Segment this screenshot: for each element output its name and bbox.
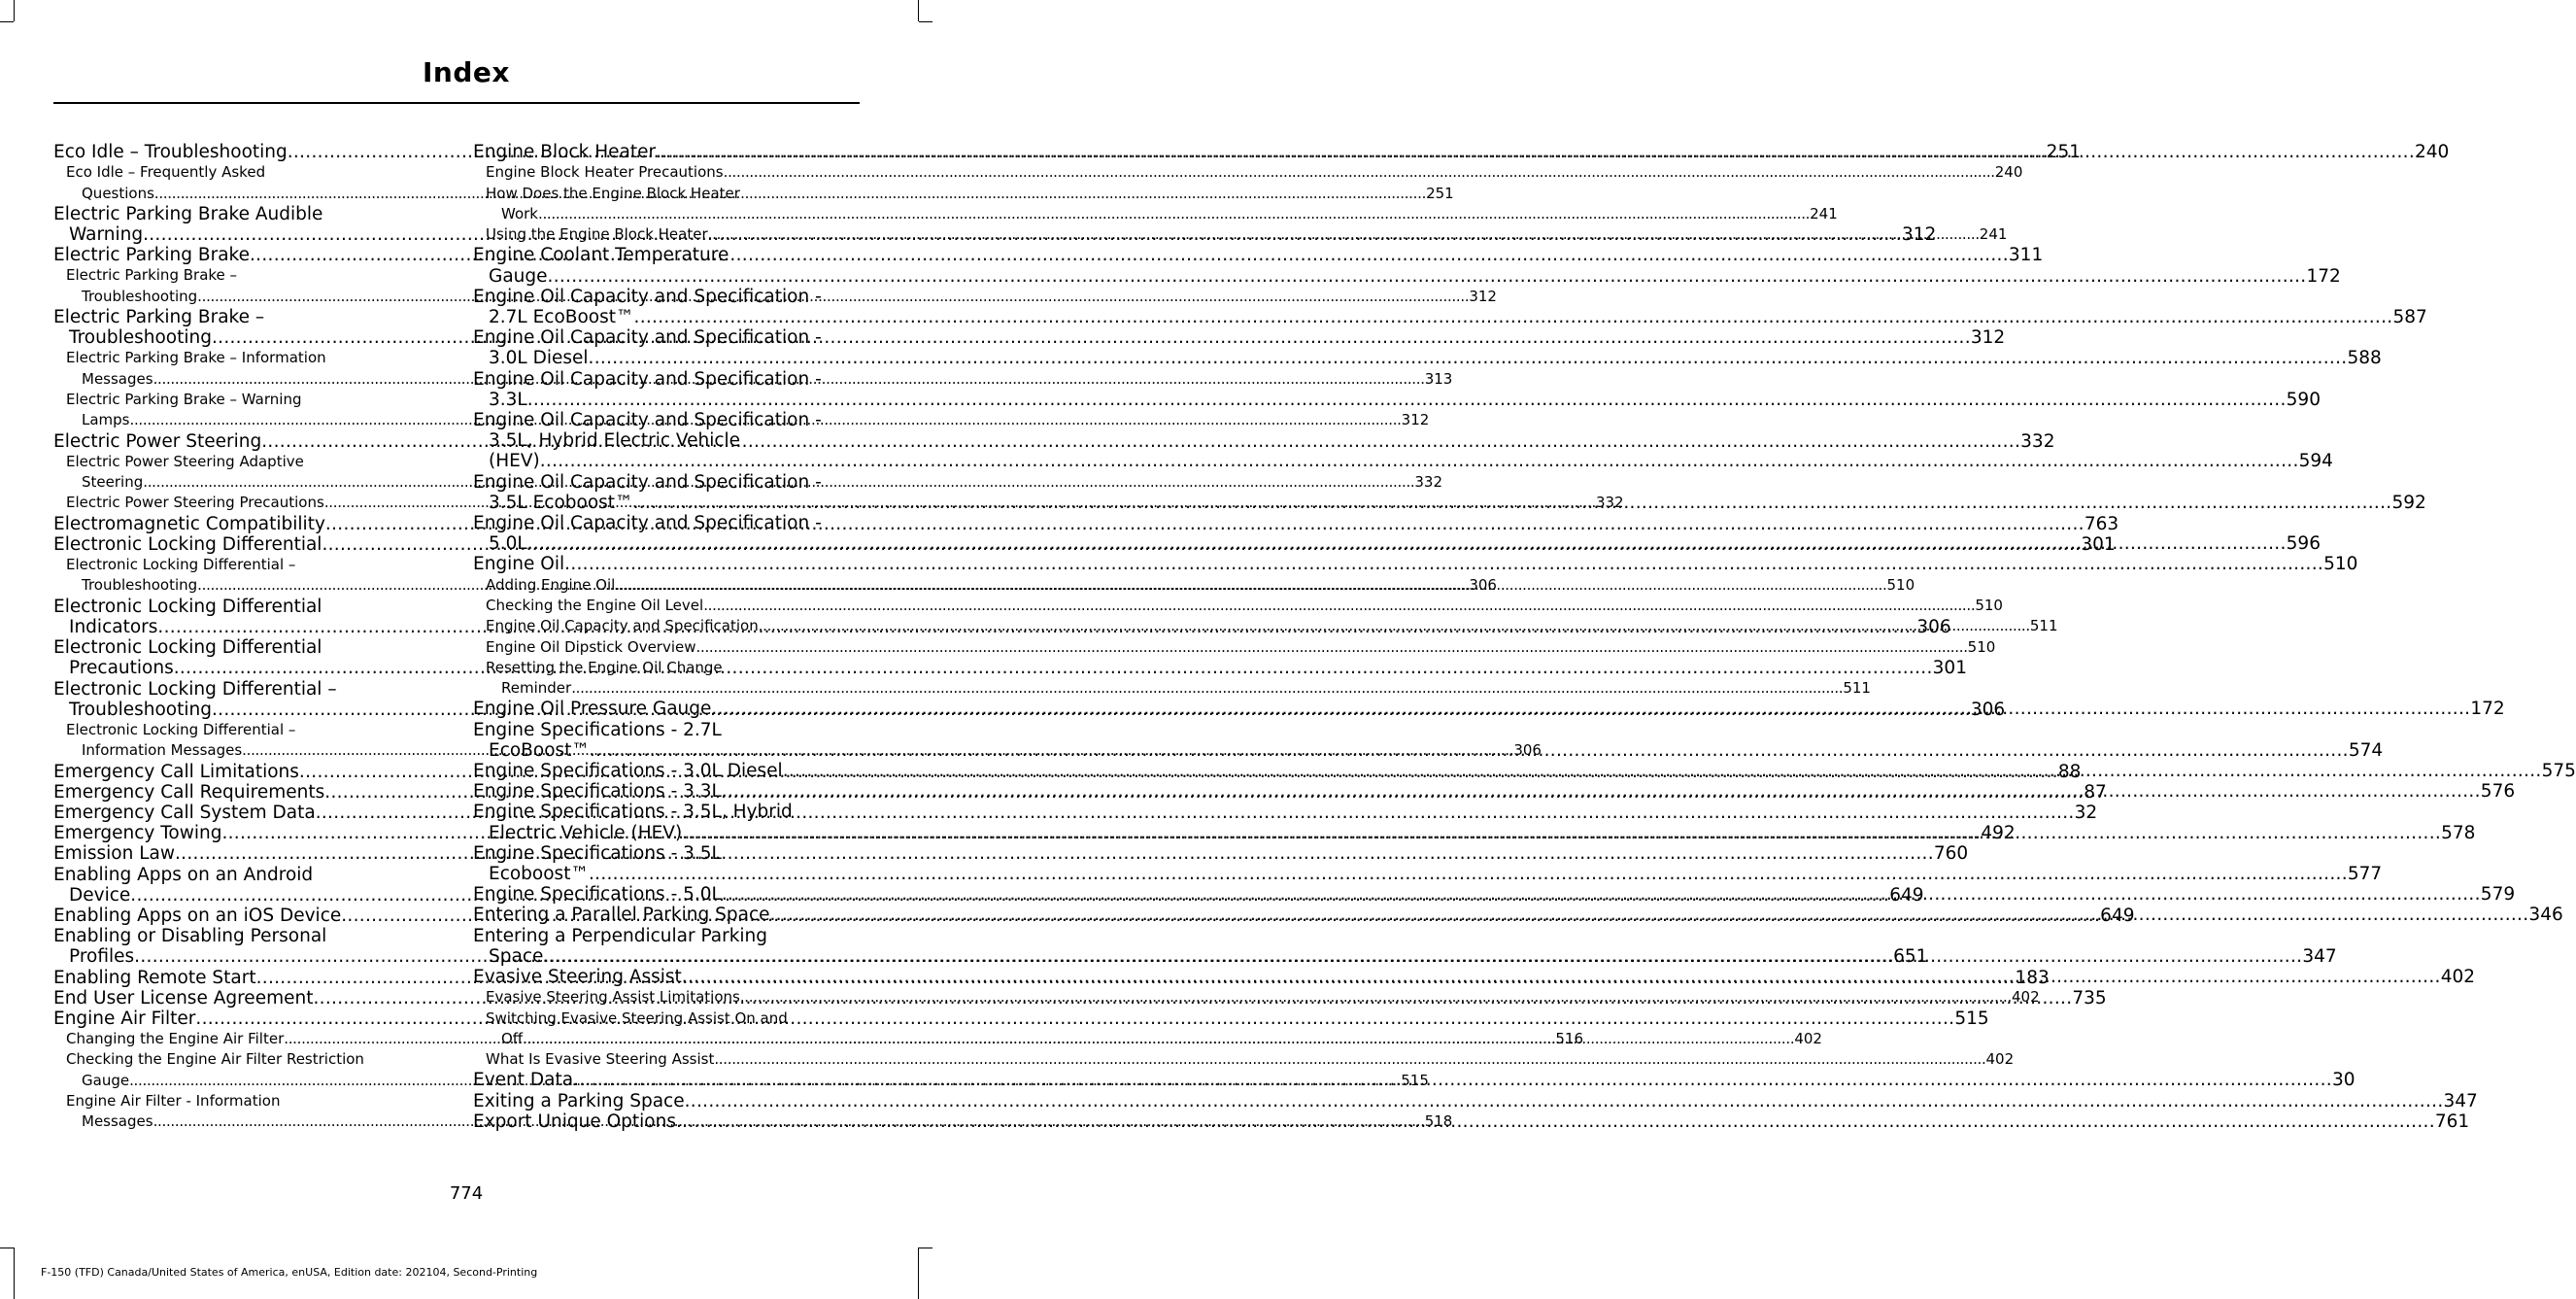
entry-line [473,864,2383,885]
dot-leader [590,740,2349,761]
entry-text: Warning [69,224,144,245]
page-ref: 311 [2008,245,2044,266]
entry-text: What Is Evasive Steering Assist [486,1050,715,1069]
entry-text: (HEV) [489,451,540,472]
dot-leader [703,596,1975,616]
page-ref: 760 [1933,843,1969,865]
entry-text: Event Data [473,1070,574,1091]
page-ref: 576 [2480,781,2516,803]
page-ref: 511 [2029,617,2058,635]
entry-text: Electric Power Steering Precautions [66,494,324,512]
entry-text: Exiting a Parking Space [473,1090,685,1111]
entry-text: Electric Vehicle (HEV) [489,822,683,843]
entry-text: Engine Oil Capacity and Specification - [473,368,822,390]
dot-leader [540,451,2299,471]
entry-text: Electric Parking Brake – [66,266,238,285]
crop-mark [14,0,15,21]
entry-text: 3.3L [489,389,527,410]
dot-leader [656,142,2415,162]
crop-mark [919,21,932,22]
dot-leader [564,554,2323,574]
dot-leader [722,884,2481,905]
dot-leader [195,1008,1954,1029]
entry-text: Electric Parking Brake – Information [66,349,326,367]
entry-text: Engine Coolant Temperature [473,245,729,266]
index-subentry [473,637,1996,658]
entry-text: 3.0L Diesel [489,348,589,369]
entry-text: Electronic Locking Differential – [53,678,337,700]
page-ref: 649 [2100,905,2135,926]
entry-text: Switching Evasive Steering Assist On and [486,1008,788,1027]
entry-line [473,348,2382,369]
entry-text: Questions [82,184,154,202]
dot-leader [571,678,1843,699]
entry-text: Messages [82,369,153,388]
entry-line [486,596,2003,616]
entry-text: Engine Oil [473,554,565,575]
entry-text: Profiles [69,946,135,968]
entry-text: Gauge [82,1071,130,1089]
entry-line [486,1049,2015,1070]
index-subentry [473,1049,2015,1070]
dot-leader [589,864,2348,884]
page-ref: 312 [1469,287,1497,305]
page-ref: 515 [1954,1008,1989,1029]
entry-text: Enabling Remote Start [53,967,256,988]
page-ref: 332 [1595,494,1624,512]
crop-mark [0,21,14,22]
entry-text: Resetting the Engine Oil Change [486,658,723,676]
entry-line [473,389,2321,410]
entry-text: Entering a Parallel Parking Space [473,905,770,926]
page-ref: 735 [2072,987,2107,1008]
dot-leader [538,204,1810,224]
dot-leader [685,1091,2444,1111]
page-ref: 313 [1424,369,1453,388]
dot-leader [783,761,2542,781]
entry-text: Information Messages [82,741,243,760]
entry-text: 3.5L Ecoboost™ [489,492,633,513]
entry-text: Electronic Locking Differential [53,533,322,555]
entry-line [486,678,1871,699]
entry-text: 2.7L EcoBoost™ [489,307,634,327]
page-ref: 402 [1985,1050,2015,1069]
entry-text: Electronic Locking Differential [53,637,322,659]
crop-mark [14,1248,15,1299]
entry-text: Engine Oil Capacity and Specification - [473,513,822,534]
entry-text: Electromagnetic Compatibility [53,513,325,534]
entry-text: Ecoboost™ [489,864,589,885]
page-ref: 651 [1893,946,1928,968]
page-ref: 649 [1889,884,1924,906]
entry-text: Engine Oil Capacity and Specification - [473,410,822,431]
entry-text: Engine Block Heater Precautions [486,163,724,182]
page-ref: 306 [1916,616,1951,637]
entry-text: Device [69,884,131,906]
entry-text: Enabling or Disabling Personal [53,926,327,947]
dot-leader [682,967,2441,987]
page-ref: 592 [2391,492,2426,513]
entry-line [486,637,1996,658]
entry-text: Electric Parking Brake – Warning [66,391,302,408]
page-ref: 346 [2528,905,2563,926]
page-ref: 510 [1886,575,1915,594]
entry-line [486,204,1838,224]
page-ref: 515 [1401,1071,1429,1089]
page-ref: 579 [2480,884,2516,906]
dot-leader [696,637,1968,658]
entry-text: Evasive Steering Assist Limitations [486,988,740,1007]
page-ref: 578 [2441,822,2476,843]
entry-text: Electronic Locking Differential [53,596,322,617]
dot-leader [724,162,1995,183]
entry-text: Enabling Apps on an Android [53,864,314,885]
page-ref: 172 [2470,699,2505,720]
entry-text: Indicators [69,616,158,637]
dot-leader [740,987,2012,1008]
entry-text: Troubleshooting [69,699,212,720]
footer-edition: F-150 (TFD) Canada/United States of America, enUSA, Edition date: 202104, Second-Printing [41,1266,538,1279]
entry-text: Electric Parking Brake [53,245,250,266]
entry-text: Eco Idle – Troubleshooting [53,142,288,162]
entry-text: Emission Law [53,843,175,865]
dot-leader [527,390,2287,410]
entry-text: Lamps [82,411,130,429]
entry-text: 3.5L, Hybrid Electric Vehicle [489,430,741,452]
page-ref: 251 [2046,142,2081,162]
entry-text: Electric Parking Brake – [53,307,265,327]
page-ref: 588 [2347,348,2382,369]
entry-text: Emergency Call Requirements [53,781,325,803]
entry-text: Engine Oil Capacity and Specification - [473,286,822,307]
page-ref: 577 [2347,864,2383,885]
index-entry [473,554,2358,575]
page-ref: 510 [1975,596,2003,614]
entry-text: Emergency Towing [53,823,222,844]
entry-text: Electric Power Steering Adaptive [66,452,304,470]
page-ref: 241 [1979,225,2008,244]
page-ref: 240 [2415,142,2450,162]
dot-leader [543,946,2302,967]
entry-text: Electronic Locking Differential – [66,556,296,574]
entry-line [486,162,2023,183]
dot-leader [682,823,2441,843]
page-ref: 402 [2440,967,2476,988]
page-ref: 312 [1901,224,1937,245]
page-ref: 596 [2286,533,2321,555]
entry-text: End User License Agreement [53,987,314,1008]
page-ref: 590 [2286,389,2321,410]
entry-text: Enabling Apps on an iOS Device [53,905,342,926]
page-ref: 332 [2020,430,2055,452]
entry-text: Engine Specifications - 2.7L [473,719,722,740]
crop-mark [918,0,919,21]
entry-text: Troubleshooting [69,327,212,349]
entry-text: How Does the Engine Block Heater [486,184,740,202]
page-ref: 587 [2392,307,2427,327]
entry-text: Checking the Engine Air Filter Restriction [66,1050,364,1069]
dot-leader [174,658,1933,678]
index-entry [473,1090,2478,1111]
dot-leader [633,493,2392,513]
crop-mark [918,1248,919,1299]
page-ref: 306 [1970,699,2006,720]
page-ref: 516 [1555,1030,1584,1048]
entry-text: EcoBoost™ [489,739,590,761]
entry-text: Engine Oil Capacity and Specification - [473,327,822,349]
index-subentry [473,987,2040,1008]
dot-leader [527,533,2287,554]
page-ref: 332 [1414,473,1443,492]
page-ref: 88 [2057,761,2082,782]
entry-text: Adding Engine Oil [486,575,616,594]
entry-text: Engine Specifications - 3.5L [473,842,722,864]
page-ref: 251 [1426,184,1454,202]
entry-text: Engine Specifications - 5.0L [473,884,722,906]
entry-text: Engine Specifications - 3.5L, Hybrid [473,802,793,823]
page-ref: 30 [2331,1070,2356,1091]
header-rule [53,102,860,104]
page-ref: 312 [1401,411,1430,429]
entry-line [473,265,2341,287]
entry-text: Using the Engine Block Heater [486,225,708,244]
page-ref: 183 [2015,967,2050,988]
page-ref: 518 [1424,1112,1453,1131]
page-ref: 87 [2084,781,2107,803]
entry-text: 5.0L [489,533,527,555]
entry-text: Work [501,204,538,222]
entry-text: Electronic Locking Differential – [66,720,296,738]
dot-leader [615,575,1886,596]
dot-leader [714,1049,1985,1070]
page-ref: 312 [1970,327,2006,349]
entry-text: Emergency Call System Data [53,802,316,823]
page-ref: 761 [2434,1111,2470,1132]
entry-text: Engine Oil Dipstick Overview [486,637,696,656]
page-ref: 402 [2012,988,2040,1007]
entry-text: Engine Air Filter - Information [66,1092,281,1111]
entry-text: Messages [82,1112,153,1131]
entry-text: Emergency Call Limitations [53,761,299,782]
entry-text: Engine Air Filter [53,1008,196,1029]
entry-text: Gauge [489,265,548,287]
entry-line [486,987,2040,1008]
entry-text: Checking the Engine Oil Level [486,596,704,614]
page-ref: 510 [2323,554,2358,575]
page-ref: 172 [2306,265,2341,287]
entry-text: Engine Oil Capacity and Specification - [473,471,822,493]
dot-leader [589,348,2348,368]
entry-text: Electric Power Steering [53,430,262,452]
page-ref: 763 [2084,513,2119,534]
page-ref: 241 [1810,204,1838,222]
page-ref: 306 [1513,741,1542,760]
dot-leader [523,1029,1794,1049]
dot-leader [770,905,2529,925]
entry-text: Off [501,1029,524,1047]
entry-line [473,451,2333,472]
entry-text: Eco Idle – Frequently Asked [66,163,266,182]
index-subentry [473,658,1871,700]
entry-text: Steering [82,473,144,492]
page-ref: 492 [1981,823,2016,844]
page-ref: 574 [2348,739,2384,761]
entry-text: Export Unique Options [473,1111,676,1132]
entry-text: Precautions [69,658,174,679]
page-ref: 402 [1794,1029,1822,1047]
page-ref: 240 [1994,163,2023,182]
page-title: Index [423,56,510,88]
index-subentry [473,162,2023,183]
index-subentry [473,596,2003,616]
dot-leader [676,1111,2435,1132]
page-ref: 347 [2302,945,2337,967]
entry-text: Troubleshooting [82,287,198,305]
entry-text: Space [489,945,544,967]
page-ref: 511 [1843,679,1871,698]
dot-leader [759,616,2030,636]
entry-text: Engine Oil Pressure Gauge [473,699,712,720]
page-ref: 575 [2541,761,2576,782]
dot-leader [634,307,2393,327]
page-ref: 347 [2443,1090,2478,1111]
entry-line [473,1090,2478,1111]
page-ref: 32 [2074,802,2098,823]
entry-text: Engine Specifications - 3.0L Diesel [473,761,783,782]
dot-leader [548,266,2307,287]
entry-text: Evasive Steering Assist [473,967,682,988]
entry-line [473,307,2427,327]
dot-leader [175,843,1934,864]
entry-text: Troubleshooting [82,576,198,595]
dot-leader [722,781,2481,802]
entry-text: Changing the Engine Air Filter [66,1030,285,1048]
page-number: 774 [449,1183,484,1204]
entry-text: Engine Block Heater [473,142,657,162]
dot-leader [711,699,2470,719]
entry-text: Electric Parking Brake Audible [53,203,323,224]
page-ref: 510 [1967,637,1996,656]
dot-leader [573,1070,2332,1090]
entry-text: Engine Oil Capacity and Specification [486,617,759,635]
entry-text: Engine Specifications - 3.3L [473,781,722,803]
page-ref: 306 [1469,576,1497,595]
page-ref: 594 [2298,451,2333,472]
entry-line [473,554,2358,575]
dot-leader [708,224,1980,245]
entry-text: Reminder [501,679,572,698]
entry-text: Entering a Perpendicular Parking [473,925,768,946]
page-ref: 301 [2081,533,2116,555]
page-ref: 301 [1932,658,1967,679]
